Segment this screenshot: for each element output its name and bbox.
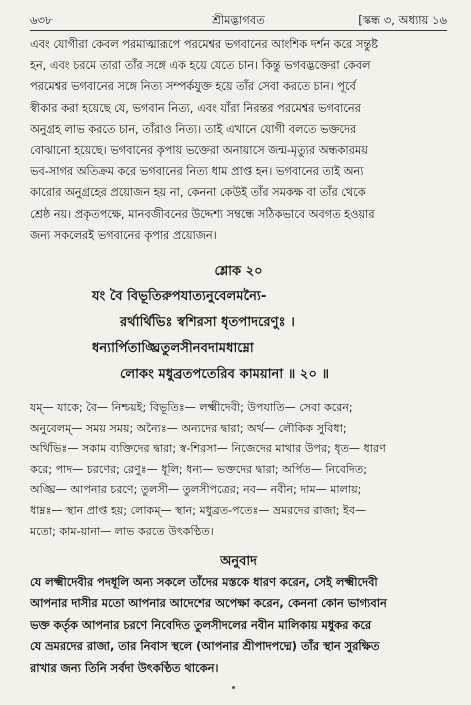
purport-line: কারোর অনুগ্রহের প্রয়োজন হয় না, কেননা কেউই তাঁর সমকক্ষ বা তাঁর থেকে	[30, 186, 366, 200]
verse-title: শ্লোক ২০	[214, 264, 263, 279]
purport-line: হন, এবং চরমে তারা তাঁর সঙ্গে এক হয়ে যেতে চান। কিন্তু ভগবদ্ভক্তেরা কেবল	[30, 59, 371, 73]
verse-line: ধন্যার্পিতাঙ্ঘ্রিতুলসীনবদামধাম্নো	[92, 341, 254, 356]
purport-line: ভব-সাগর অতিক্রম করে ভগবানের নিত্য ধাম প্রাপ্ত হন। ভগবানের তাই অন্য	[30, 165, 364, 179]
purport-line: বোঝানো হয়েছে। ভগবানের কৃপায় ভক্তেরা অনায়াসে জন্ম-মৃত্যুর অন্ধকারময়	[30, 144, 368, 158]
purport-line: অনুগ্রহ লাভ করতে চান, তাঁরাও নিত্য। তাই এখানে যোগী বলতে ভক্তদের	[30, 122, 357, 136]
purport-line: জন্য সকলেরই ভগবানের কৃপার প্রয়োজন।	[30, 228, 217, 242]
purport-line: এবং যোগীরা কেবল পরমাত্মারূপে পরমেশ্বর ভগবানের আংশিক দর্শন করে সন্তুষ্ট	[30, 38, 378, 51]
synonyms-line: অনুবেলম্— সময় সময়; অন্যৈঃ— অন্যদের দ্বারা; অর্থ— লৌকিক সুবিধা;	[30, 421, 347, 435]
translation-line: রাখার জন্য তিনি সর্বদা উৎকণ্ঠিত থাকেন।	[30, 660, 219, 675]
translation-title: অনুবাদ	[220, 554, 257, 569]
synonyms-line: অঙ্ঘ্রি— আপনার চরণে; তুলসী— তুলসীপত্রের; নব— নবীন; দাম— মালায়;	[30, 483, 362, 497]
verse-line: লোকং মধুব্রতপতেরিব কাময়ানা ॥ ২০ ॥	[120, 367, 330, 382]
verse-line: যং বৈ বিভূতিরুপযাত্যনুবেলমন্যৈ-	[92, 289, 267, 304]
book-title: শ্রীমদ্ভাগবত	[212, 13, 265, 27]
purport-paragraph	[30, 34, 447, 246]
synonyms-line: অর্থিভিঃ— সকাম ব্যক্তিদের দ্বারা; স্ব-শিরসা— নিজেদের মাথার উপর; ধৃত— ধারণ	[30, 442, 386, 456]
translation-section	[30, 572, 447, 679]
translation-line: আপনার দাসীর মতো আপনার আদেশের অপেক্ষা করেন, কেননা কোন ভাগ্যবান	[30, 596, 387, 611]
chapter-reference: [স্কন্ধ ৩, অধ্যায় ১৬	[358, 13, 447, 27]
synonyms-section	[30, 398, 447, 542]
purport-line: শ্রেষ্ঠ নয়। প্রকৃতপক্ষে, মানবজীবনের উদ্দেশ্য সম্বন্ধে সঠিকভাবে অবগত হওয়ার	[30, 207, 375, 221]
synonyms-line: যম্— যাকে; বৈ— নিশ্চয়ই; বিভূতিঃ— লক্ষ্মীদেবী; উপযাতি— সেবা করেন;	[30, 401, 353, 414]
synonyms-line: মতো; কাম-য়ানা— লাভ করতে উৎকণ্ঠিত।	[30, 524, 214, 538]
purport-text	[30, 34, 447, 246]
page-number: ৬৩৮	[30, 13, 53, 27]
synonyms-line: করে; পাদ— চরণের; রেণুঃ— ধূলি; ধন্য— ভক্তদের দ্বারা; অর্পিত— নিবেদিত;	[30, 462, 367, 476]
translation-line: যে ভ্রমরদের রাজা, তার নিবাস স্থলে (আপনার শ্রীপাদপদ্মে) তাঁর স্থান সুরক্ষিত	[30, 639, 380, 654]
translation-line: ভক্ত কর্তৃক আপনার চরণে নিবেদিত তুলসীদলের নবীন মালিকায় মধুকর করে	[30, 617, 372, 632]
verse-line: রর্থার্থিভিঃ স্বশিরসা ধৃতপাদরেণুঃ ।	[120, 315, 295, 330]
page-mark-dot	[232, 686, 235, 689]
page-header	[30, 8, 447, 31]
translation-line: যে লক্ষ্মীদেবীর পদধূলি অন্য সকলে তাঁদের মস্তকে ধারণ করেন, সেই লক্ষ্মীদেবী	[30, 575, 378, 589]
purport-line: পরমেশ্বর ভগবানের সঙ্গে নিত্য সম্পর্কযুক্ত হয়ে তাঁর সেবা করতে চান। পূর্বে	[30, 80, 356, 94]
synonyms-line: ধাম্নঃ— স্থান প্রাপ্ত হয়; লোকম্— স্থান; মধুব্রত-পতেঃ— ভ্রমরদের রাজা; ইব—	[30, 503, 367, 517]
purport-line: স্বীকার করা হয়েছে যে, ভগবান নিত্য, এবং যাঁরা নিরন্তর পরমেশ্বর ভগবানের	[30, 101, 361, 115]
